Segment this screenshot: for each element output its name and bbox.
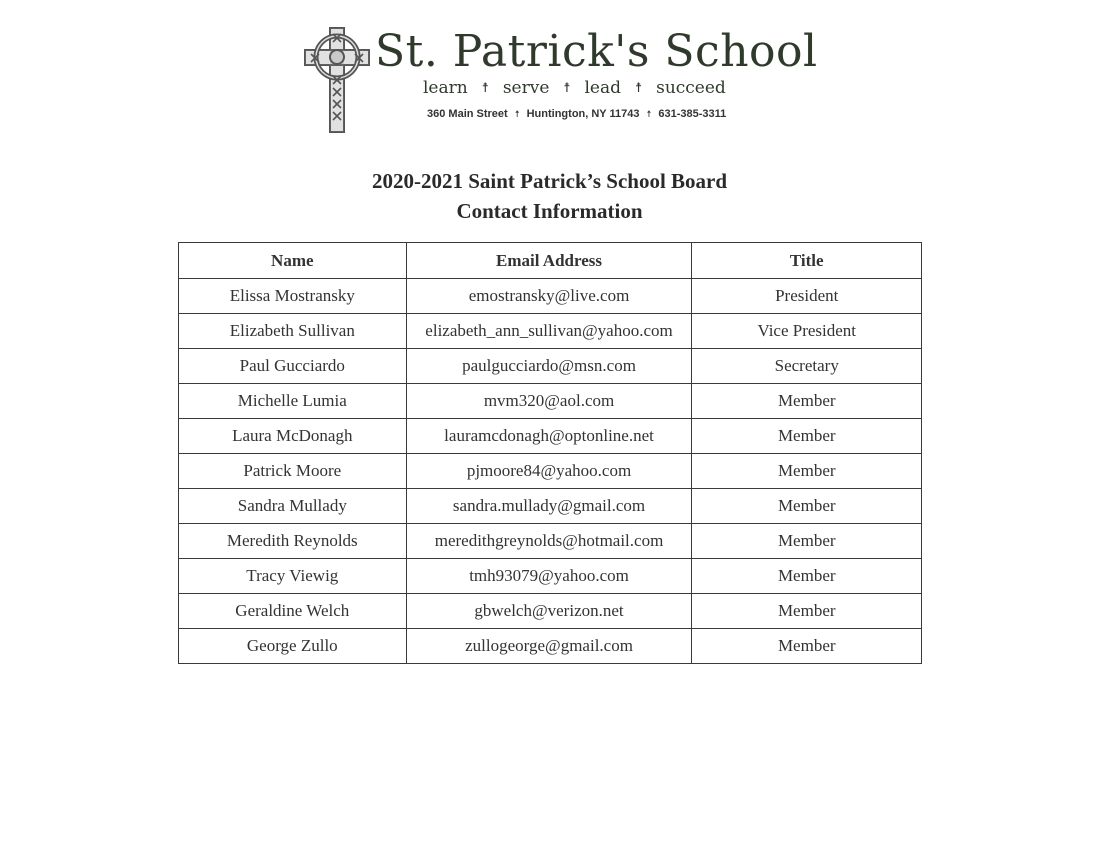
column-header-email: Email Address	[406, 243, 692, 279]
school-motto	[423, 77, 726, 99]
member-title-cell: Member	[692, 559, 922, 594]
city-state-zip: Huntington, NY 11743	[526, 108, 640, 120]
cross-separator-icon: ☨	[646, 108, 652, 119]
table-row	[179, 629, 922, 664]
phone-number: 631-385-3311	[658, 108, 727, 120]
member-title-cell: President	[692, 279, 922, 314]
member-title-cell: Member	[692, 524, 922, 559]
member-email-cell: elizabeth_ann_sullivan@yahoo.com	[406, 314, 692, 349]
letterhead	[0, 0, 1099, 140]
member-title-cell: Member	[692, 489, 922, 524]
column-header-title: Title	[692, 243, 922, 279]
celtic-cross-icon	[303, 26, 371, 134]
member-email-cell: emostransky@live.com	[406, 279, 692, 314]
table-row	[179, 279, 922, 314]
motto-word: succeed	[656, 78, 726, 98]
member-name-cell: Tracy Viewig	[179, 559, 407, 594]
school-name: St. Patrick's School	[375, 26, 818, 77]
member-title-cell: Vice President	[692, 314, 922, 349]
member-email-cell: tmh93079@yahoo.com	[406, 559, 692, 594]
member-name-cell: Paul Gucciardo	[179, 349, 407, 384]
motto-word: learn	[423, 78, 468, 98]
member-email-cell: sandra.mullady@gmail.com	[406, 489, 692, 524]
member-email-cell: mvm320@aol.com	[406, 384, 692, 419]
member-title-cell: Secretary	[692, 349, 922, 384]
board-contact-table	[178, 242, 922, 664]
cross-separator-icon: ☨	[481, 80, 489, 96]
member-name-cell: Elissa Mostransky	[179, 279, 407, 314]
document-title	[0, 166, 1099, 226]
table-row	[179, 419, 922, 454]
table-row	[179, 489, 922, 524]
motto-word: lead	[584, 78, 621, 98]
member-title-cell: Member	[692, 384, 922, 419]
member-name-cell: Michelle Lumia	[179, 384, 407, 419]
column-header-name: Name	[179, 243, 407, 279]
member-title-cell: Member	[692, 454, 922, 489]
member-name-cell: Patrick Moore	[179, 454, 407, 489]
school-address	[427, 106, 726, 122]
table-row	[179, 454, 922, 489]
member-email-cell: paulgucciardo@msn.com	[406, 349, 692, 384]
street-address: 360 Main Street	[427, 108, 508, 120]
member-email-cell: gbwelch@verizon.net	[406, 594, 692, 629]
table-row	[179, 384, 922, 419]
member-email-cell: meredithgreynolds@hotmail.com	[406, 524, 692, 559]
cross-separator-icon: ☨	[635, 80, 643, 96]
title-line-1: 2020-2021 Saint Patrick’s School Board	[371, 169, 728, 193]
table-body	[179, 279, 922, 664]
table-header-row	[179, 243, 922, 279]
member-name-cell: George Zullo	[179, 629, 407, 664]
table-row	[179, 314, 922, 349]
member-name-cell: Elizabeth Sullivan	[179, 314, 407, 349]
title-line-2: Contact Information	[456, 199, 643, 223]
motto-word: serve	[502, 78, 550, 98]
member-name-cell: Sandra Mullady	[179, 489, 407, 524]
table-row	[179, 349, 922, 384]
member-email-cell: zullogeorge@gmail.com	[406, 629, 692, 664]
member-email-cell: pjmoore84@yahoo.com	[406, 454, 692, 489]
table-row	[179, 524, 922, 559]
member-title-cell: Member	[692, 419, 922, 454]
member-title-cell: Member	[692, 629, 922, 664]
member-name-cell: Laura McDonagh	[179, 419, 407, 454]
member-name-cell: Meredith Reynolds	[179, 524, 407, 559]
table-row	[179, 594, 922, 629]
cross-separator-icon: ☨	[514, 108, 520, 119]
member-name-cell: Geraldine Welch	[179, 594, 407, 629]
table-row	[179, 559, 922, 594]
member-title-cell: Member	[692, 594, 922, 629]
member-email-cell: lauramcdonagh@optonline.net	[406, 419, 692, 454]
cross-separator-icon: ☨	[563, 80, 571, 96]
